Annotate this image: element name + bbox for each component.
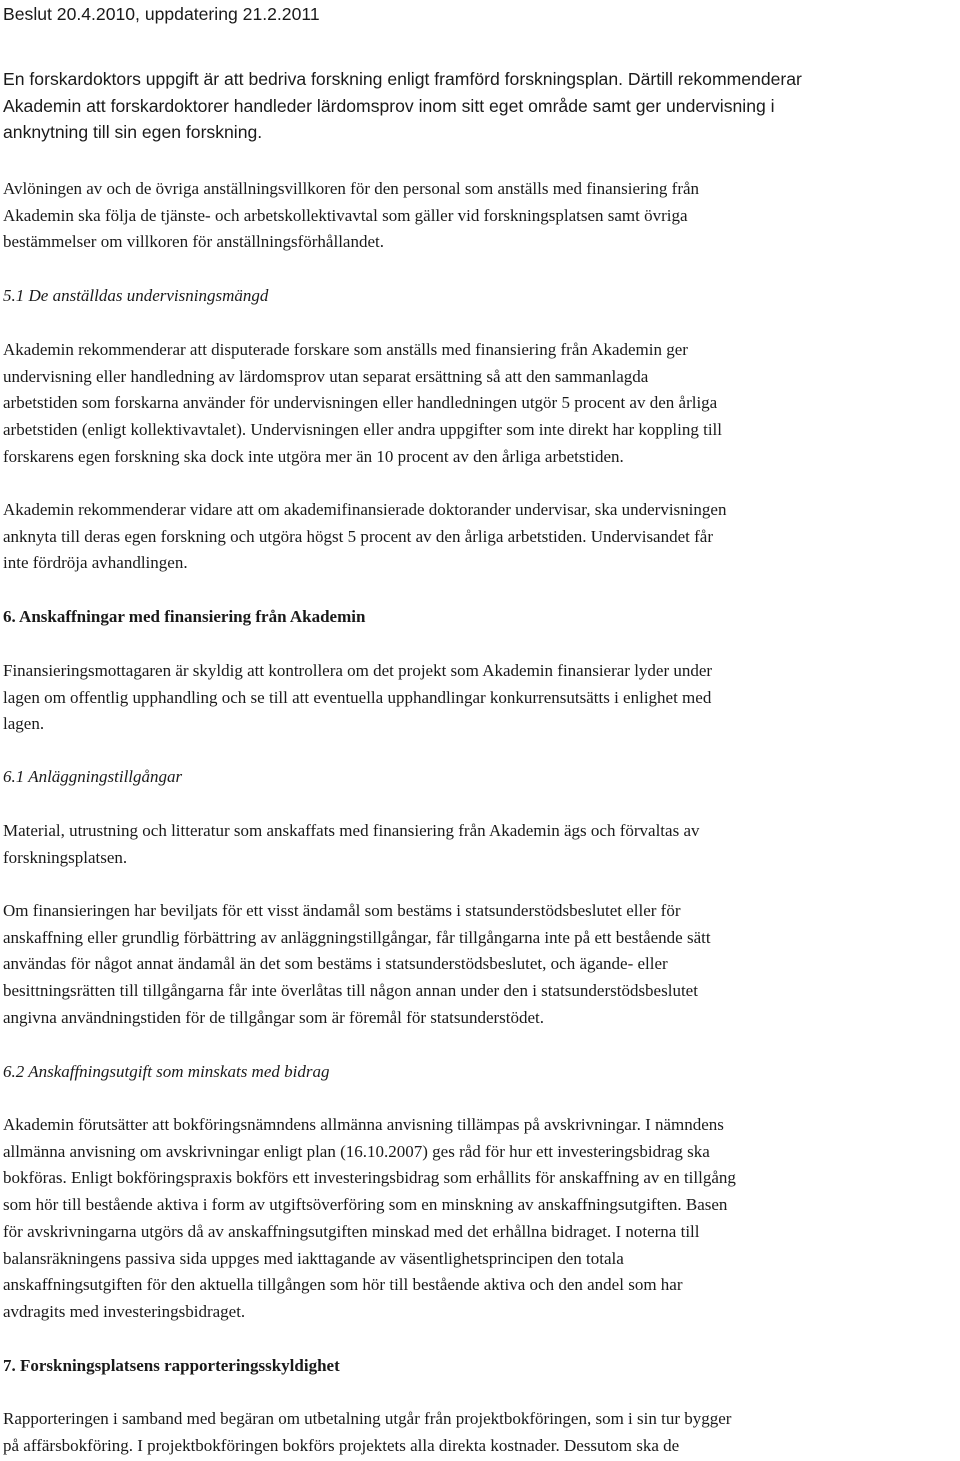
paragraph-line: bokföras. Enligt bokföringspraxis bokförs ett investeringsbidrag som erhållits för anskaffning av en tillgång: [3, 1168, 736, 1188]
paragraph-line: Akademin rekommenderar vidare att om akademifinansierade doktorander undervisar, ska undervisningen: [3, 500, 727, 519]
paragraph-line: forskarens egen forskning ska dock inte utgöra mer än 10 procent av den årliga arbetstiden.: [3, 446, 624, 466]
section-6-1-paragraph-2: [3, 898, 957, 1032]
section-7-heading: [3, 1353, 957, 1380]
paragraph-line: besittningsrätten till tillgångarna får inte överlåtas till någon annan under den i statsunderstödsbeslutet: [3, 981, 698, 1001]
section-5-1-paragraph-2: [3, 497, 957, 577]
section-5-1-heading: [3, 283, 957, 310]
paragraph-line: Material, utrustning och litteratur som anskaffats med finansiering från Akademin ägs och förvaltas av: [3, 821, 700, 840]
paragraph-line: Avlöningen av och de övriga anställningsvillkoren för den personal som anställs med finansiering från: [3, 179, 700, 198]
section-6-1-heading: [3, 764, 957, 791]
paragraph-line: Om finansieringen har beviljats för ett visst ändamål som bestäms i statsunderstödsbeslutet eller för: [3, 901, 681, 920]
paragraph-line: bestämmelser om villkoren för anställningsförhållandet.: [3, 232, 384, 252]
heading-text: 6.1 Anläggningstillgångar: [3, 767, 183, 786]
paragraph-line: Akademin förutsätter att bokföringsnämndens allmänna anvisning tillämpas på avskrivningar. I nämndens: [3, 1115, 724, 1134]
paragraph-line: lagen.: [3, 714, 45, 734]
section-6-1-paragraph-1: [3, 818, 957, 871]
paragraph-line: Akademin ska följa de tjänste- och arbetskollektivavtal som gäller vid forskningsplatsen samt övriga: [3, 205, 688, 225]
section-7-paragraph: [3, 1406, 957, 1459]
paragraph-line: angivna användningstiden för de tillgångar som är föremål för statsunderstödet.: [3, 1007, 545, 1027]
salary-paragraph: [3, 176, 957, 256]
paragraph-line: En forskardoktors uppgift är att bedriva forskning enligt framförd forskningsplan. Därtill rekommenderar: [3, 69, 802, 89]
paragraph-line: användas för något annat ändamål än det som bestäms i statsunderstödsbeslutet, och ägande- eller: [3, 954, 668, 974]
intro-paragraph: [3, 66, 957, 146]
paragraph-line: arbetstiden som forskarna använder för undervisningen eller handledningen utgör 5 procent av den årliga: [3, 393, 718, 413]
paragraph-line: balansräkningens passiva sida uppges med iakttagande av väsentlighetsprincipen den totala: [3, 1248, 624, 1268]
paragraph-line: undervisning eller handledning av lärdomsprov utan separat ersättning så att den sammanlagda: [3, 366, 649, 386]
paragraph-line: Akademin att forskardoktorer handleder lärdomsprov inom sitt eget område samt ger undervisning i: [3, 95, 775, 116]
section-6-2-paragraph: [3, 1112, 957, 1326]
paragraph-line: anskaffningsutgiften för den aktuella tillgången som hör till bestående aktiva och den andel som har: [3, 1275, 683, 1295]
paragraph-line: på affärsbokföring. I projektbokföringen bokförs projektets alla direkta kostnader. Dessutom ska de: [3, 1435, 680, 1455]
paragraph-line: lagen om offentlig upphandling och se till att eventuella upphandlingar konkurrensutsätts i enlighet med: [3, 687, 712, 707]
paragraph-line: för avskrivningarna utgörs då av anskaffningsutgiften minskad med det erhållna bidraget. I noterna till: [3, 1221, 700, 1241]
paragraph-line: Rapporteringen i samband med begäran om utbetalning utgår från projektbokföringen, som i sin tur bygger: [3, 1409, 732, 1428]
section-6-heading: [3, 604, 957, 631]
heading-text: 6. Anskaffningar med finansiering från Akademin: [3, 607, 366, 626]
section-6-paragraph: [3, 658, 957, 738]
paragraph-line: allmänna anvisning om avskrivningar enligt plan (16.10.2007) ges råd för hur ett investeringsbidrag ska: [3, 1141, 710, 1161]
paragraph-line: anknyta till deras egen forskning och utgöra högst 5 procent av den årliga arbetstiden. Undervisandet får: [3, 526, 713, 546]
paragraph-line: forskningsplatsen.: [3, 847, 128, 867]
paragraph-line: avdragits med investeringsbidraget.: [3, 1301, 246, 1321]
paragraph-line: arbetstiden (enligt kollektivavtalet). Undervisningen eller andra uppgifter som inte direkt har koppling till: [3, 420, 722, 440]
paragraph-line: som hör till bestående aktiva i form av utgiftsöverföring som en minskning av anskaffningsutgiften. Basen: [3, 1195, 728, 1215]
paragraph-line: Finansieringsmottagaren är skyldig att kontrollera om det projekt som Akademin finansierar lyder under: [3, 661, 713, 680]
paragraph-line: anknytning till sin egen forskning.: [3, 122, 263, 143]
paragraph-line: Akademin rekommenderar att disputerade forskare som anställs med finansiering från Akademin ger: [3, 340, 688, 359]
heading-text: 5.1 De anställdas undervisningsmängd: [3, 286, 269, 305]
decision-date: [3, 1, 957, 28]
paragraph-line: inte fördröja avhandlingen.: [3, 553, 188, 573]
section-5-1-paragraph-1: [3, 337, 957, 471]
paragraph-line: anskaffning eller grundlig förbättring av anläggningstillgångar, får tillgångarna inte på ett bestående sätt: [3, 927, 711, 947]
decision-date-text: Beslut 20.4.2010, uppdatering 21.2.2011: [3, 4, 320, 24]
section-6-2-heading: [3, 1059, 957, 1086]
heading-text: 6.2 Anskaffningsutgift som minskats med bidrag: [3, 1062, 330, 1081]
heading-text: 7. Forskningsplatsens rapporteringsskyldighet: [3, 1356, 340, 1375]
